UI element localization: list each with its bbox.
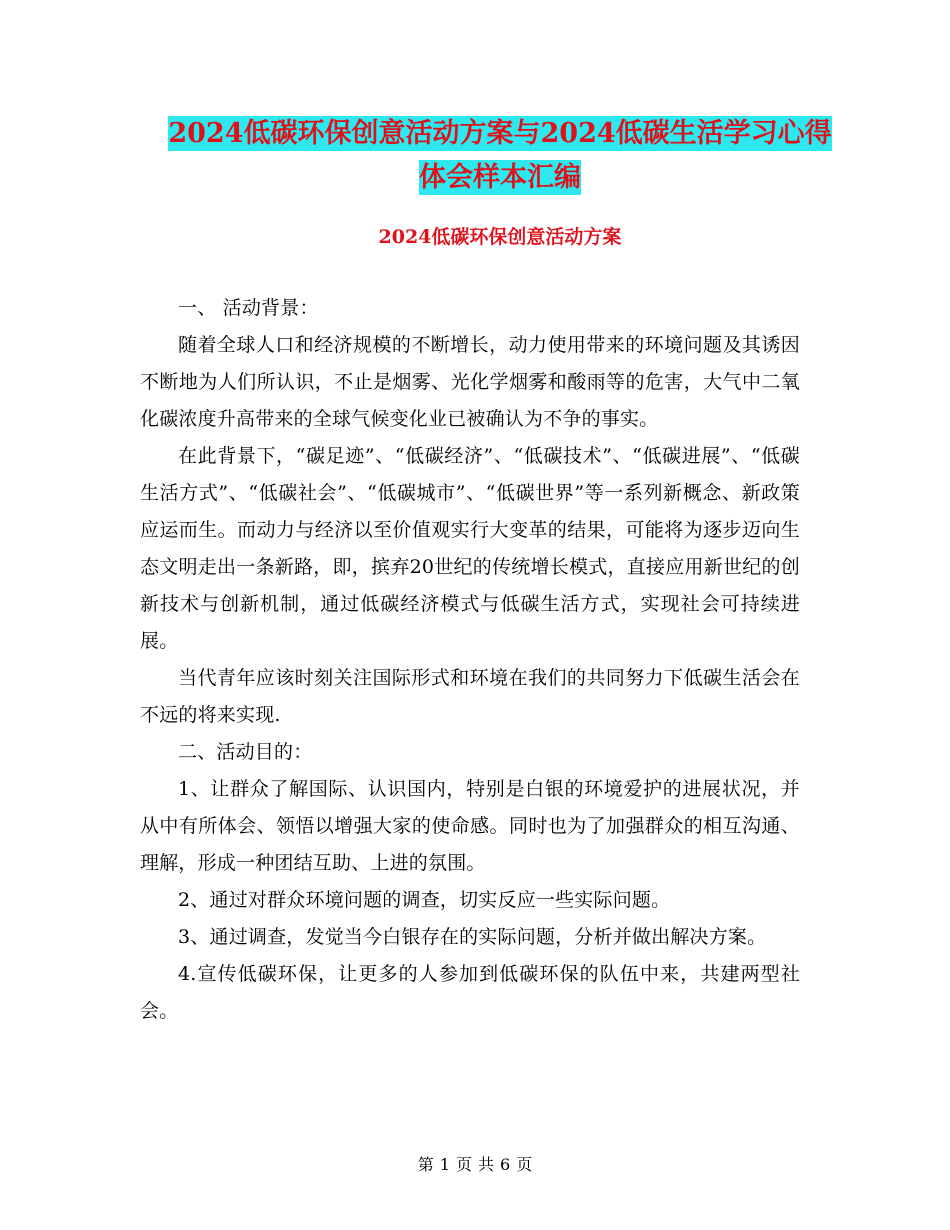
section-title: 2024低碳环保创意活动方案 (378, 226, 622, 248)
document-body (140, 290, 800, 1030)
paragraph: 当代青年应该时刻关注国际形式和环境在我们的共同努力下低碳生活会在不远的将来实现. (140, 667, 800, 726)
paragraph: 3、通过调查，发觉当今白银存在的实际问题，分析并做出解决方案。 (178, 926, 767, 948)
page-footer (0, 1153, 950, 1177)
current-page-number: 1 (439, 1155, 450, 1174)
paragraph: 随着全球人口和经济规模的不断增长，动力使用带来的环境问题及其诱因不断地为人们所认识，不止是烟雾、光化学烟雾和酸雨等的危害，大气中二氧化碳浓度升高带来的全球气候变化业已被确认为不争的事实。 (140, 334, 800, 430)
paragraph: 1、让群众了解国际、认识国内，特别是白银的环境爱护的进展状况，并从中有所体会、领悟以增强大家的使命感。同时也为了加强群众的相互沟通、理解，形成一种团结互助、上进的氛围。 (140, 778, 800, 874)
document-title (140, 112, 860, 200)
title-line-1: 2024低碳环保创意活动方案与2024低碳生活学习心得 (168, 118, 832, 149)
paragraph: 在此背景下，“碳足迹”、“低碳经济”、“低碳技术”、“低碳进展”、“低碳生活方式”、“低碳社会”、“低碳城市”、“低碳世界”等一系列新概念、新政策应运而生。而动力与经济以至价值观实行大变革的结果，可能将为逐步迈向生态文明走出一条新路，即，摈弃20世纪的传统增长模式，直接应用新世纪的创新技术与创新机制，通过低碳经济模式与低碳生活方式，实现社会可持续进展。 (140, 445, 800, 652)
total-page-number: 6 (500, 1155, 511, 1174)
paragraph: 2、通过对群众环境问题的调查，切实反应一些实际问题。 (178, 889, 671, 911)
footer-page-label: 页 (455, 1155, 472, 1174)
paragraph: 4.宣传低碳环保，让更多的人参加到低碳环保的队伍中来，共建两型社会。 (140, 963, 800, 1022)
paragraph: 二、活动目的： (178, 741, 313, 763)
footer-prefix: 第 (417, 1155, 434, 1174)
footer-suffix: 页 (516, 1155, 533, 1174)
footer-total-label: 共 (478, 1155, 495, 1174)
paragraph: 一、 活动背景： (178, 297, 319, 319)
title-line-2: 体会样本汇编 (419, 162, 581, 193)
